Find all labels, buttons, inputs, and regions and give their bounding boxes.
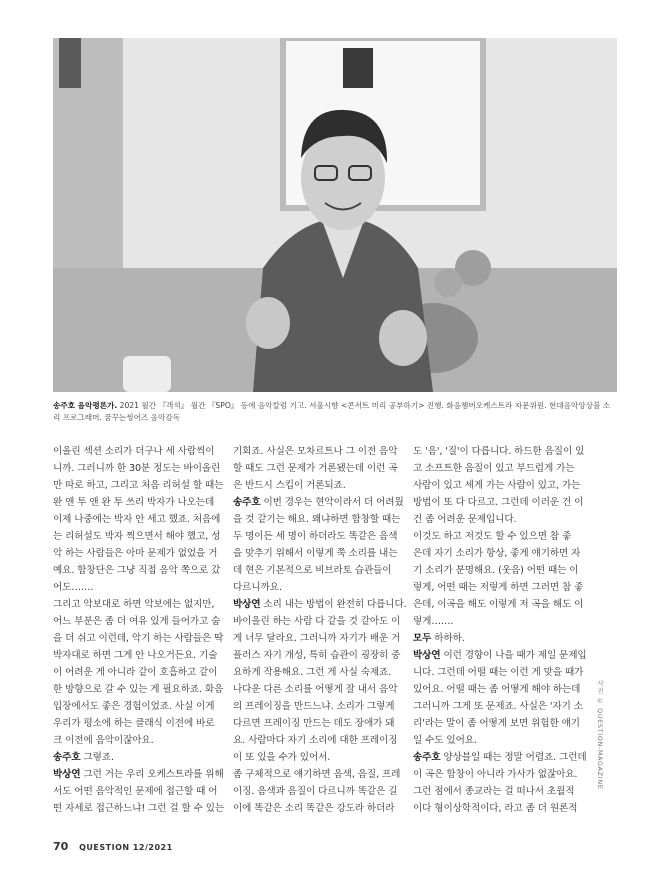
text-line (413, 766, 593, 783)
text-line (233, 545, 409, 562)
line-text: 그런 점에서 종교라는 걸 떠나서 초월적 (413, 786, 575, 797)
text-line (53, 477, 229, 494)
text-line (53, 562, 229, 579)
text-line (53, 494, 229, 511)
line-text: 기회죠. 사실은 모차르트나 그 이전 음악 (233, 446, 398, 457)
line-text: 이올린 섹션 소리가 더구나 세 사람씩이 (53, 446, 215, 457)
speaker-name: 송주호 (53, 752, 81, 763)
line-text: 데 현은 기본적으로 비브라토 습관들이 (233, 565, 392, 576)
line-text: 은 반드시 스킵이 거론되죠. (233, 480, 346, 491)
line-text: 양상블일 때는 정말 어렵죠. 그런데 (440, 752, 587, 763)
article-photo (53, 38, 617, 392)
line-text: 악 하는 사람들은 아마 문제가 없었을 거 (53, 548, 218, 559)
text-line (413, 664, 593, 681)
line-text: 을 더 쉬고 이런데, 악기 하는 사람들은 딱 (53, 633, 224, 644)
text-line (233, 630, 409, 647)
line-text: 만 따로 하고, 그리고 처음 리허설 할 때는 (53, 480, 224, 491)
text-line (53, 664, 229, 681)
text-line (53, 545, 229, 562)
text-line (413, 528, 593, 545)
line-text: 이다 형이상학적이다, 라고 좀 더 원론적 (413, 803, 578, 814)
text-line (233, 800, 409, 817)
text-line (413, 596, 593, 613)
line-text: 이 어려운 게 아니라 같이 호흡하고 같이 (53, 667, 218, 678)
text-line (233, 766, 409, 783)
text-line (413, 545, 593, 562)
line-text: 을 맞추기 위해서 이렇게 쭉 소리를 내는 (233, 548, 398, 559)
text-line (53, 681, 229, 698)
text-line (233, 613, 409, 630)
text-line (413, 681, 593, 698)
line-text: 렇게, 어떤 때는 저렇게 하면 그러면 참 좋 (413, 582, 584, 593)
line-text: 는 리허설도 박자 찍으면서 해야 했고, 성 (53, 531, 221, 542)
text-line (413, 783, 593, 800)
speaker-name: 모두 (413, 633, 432, 644)
line-text: 서도 어떤 음악적인 문제에 접근할 때 어 (53, 786, 218, 797)
line-text: 한 방향으로 갈 수 있는 게 필요하죠. 화음 (53, 684, 224, 695)
line-text: 바이올린 하는 사람 다 같을 것 같아도 이 (233, 616, 401, 627)
line-text: 이제 나중에는 박자 안 세고 했죠. 처음에 (53, 514, 221, 525)
text-line (233, 494, 409, 511)
line-text: 소리 내는 방법이 완전히 다릅니다. (260, 599, 407, 610)
line-text: 우리가 평소에 하는 클래식 이전에 바로 (53, 718, 215, 729)
speaker-name: 송주호 (413, 752, 441, 763)
text-line (53, 715, 229, 732)
text-line (53, 443, 229, 460)
line-text: 이 곡은 합창이 아니라 가사가 없잖아요. (413, 769, 578, 780)
text-line (233, 460, 409, 477)
line-text: 그러니까 그게 또 문제죠. 사실은 '자기 소 (413, 701, 583, 712)
text-line (413, 443, 593, 460)
line-text: 니까. 그러니까 한 30분 정도는 바이올린 (53, 463, 221, 474)
text-line (233, 596, 409, 613)
text-line (413, 494, 593, 511)
line-text: 은데, 이곡을 해도 이렇게 저 곡을 해도 이 (413, 599, 584, 610)
text-line (233, 511, 409, 528)
text-line (413, 749, 593, 766)
text-line (413, 562, 593, 579)
line-text: 을 것 같기는 해요. 왜냐하면 합창할 때는 (233, 514, 401, 525)
line-text: 일 수도 있어요. (413, 735, 477, 746)
text-line (53, 766, 229, 783)
line-text: 할 때도 그런 문제가 거론됐는데 이런 곡 (233, 463, 398, 474)
article-column-1 (53, 443, 229, 817)
text-line (53, 579, 229, 596)
line-text: 크 이전에 음악이잖아요. (53, 735, 154, 746)
line-text: 어느 부분은 좀 더 여유 있게 들어가고 숨 (53, 616, 221, 627)
line-text: 방법이 또 다 다르고. 그런데 이러운 건 이 (413, 497, 584, 508)
line-text: 입장에서도 좋은 경험이었죠. 사실 이게 (53, 701, 215, 712)
line-text: 그렇죠. (80, 752, 114, 763)
line-text: 요하게 작용해요. 그런 게 사실 숙제죠. (233, 667, 392, 678)
line-text: 기 소리가 분명해요. (웃음) 어떤 때는 이 (413, 565, 579, 576)
line-text: 플러스 자기 개성, 특히 습관이 굉장히 중 (233, 650, 401, 661)
magazine-issue: QUESTION 12/2021 (79, 843, 173, 852)
article-column-2 (233, 443, 409, 817)
line-text: 이번 경우는 현악이라서 더 어려웠 (260, 497, 404, 508)
text-line (413, 647, 593, 664)
line-text: 요. 사람마다 자기 소리에 대한 프레이징 (233, 735, 398, 746)
speaker-name: 박상연 (413, 650, 441, 661)
line-text: 다르니까요. (233, 582, 282, 593)
line-text: 이것도 하고 저것도 할 수 있으면 참 좋 (413, 531, 572, 542)
text-line (53, 749, 229, 766)
text-line (233, 664, 409, 681)
line-text: 사람이 있고 세게 가는 사람이 있고, 가는 (413, 480, 581, 491)
text-line (233, 732, 409, 749)
line-text: 의 프레이징을 만드느냐. 소리가 그렇게 (233, 701, 395, 712)
line-text: 도 '음', '질'이 다릅니다. 하드한 음질이 있 (413, 446, 585, 457)
line-text: 이런 경향이 나을 때가 제일 문제입 (440, 650, 587, 661)
line-text: 렇게……. (413, 616, 454, 627)
speaker-name: 박상연 (233, 599, 261, 610)
text-line (413, 511, 593, 528)
speaker-name: 박상연 (53, 769, 81, 780)
line-text: 두 명이든 세 명이 하더라도 똑같은 음색 (233, 531, 398, 542)
text-line (233, 783, 409, 800)
text-line (413, 630, 593, 647)
line-text: 하하하. (431, 633, 465, 644)
line-text: 나다운 다른 소리를 어떻게 잘 내서 음악 (233, 684, 398, 695)
line-text: 그런 거는 우리 오케스트라를 위해 (80, 769, 224, 780)
text-line (53, 732, 229, 749)
line-text: 좀 구체적으로 얘기하면 음색, 음질, 프레 (233, 769, 401, 780)
text-line (53, 613, 229, 630)
text-line (413, 579, 593, 596)
text-line (53, 528, 229, 545)
article-column-3 (413, 443, 593, 817)
text-line (53, 647, 229, 664)
portrait-illustration (53, 38, 617, 392)
caption-text: 2021 월간 『객석』 월간 『SPO』 등에 음악칼럼 기고. 서울시향 <콘서트 미리 공부하기> 진행. 화음챔버오케스트라 자문위원. 현대음악앙상블 소 (119, 401, 611, 410)
text-line (53, 511, 229, 528)
line-text: 이에 똑같은 소리 똑같은 강도라 하더라 (233, 803, 395, 814)
text-line (413, 613, 593, 630)
text-line (413, 715, 593, 732)
text-line (233, 698, 409, 715)
text-line (53, 460, 229, 477)
text-line (53, 800, 229, 817)
text-line (233, 562, 409, 579)
text-line (53, 630, 229, 647)
caption-line (53, 400, 617, 412)
line-text: 어도……. (53, 582, 94, 593)
line-text: 떤 자세로 접근하느냐! 그런 걸 할 수 있는 (53, 803, 225, 814)
text-line (413, 800, 593, 817)
text-line (413, 477, 593, 494)
line-text: 게 너무 달라요. 그러니까 자기가 배운 거 (233, 633, 401, 644)
line-text: 다르면 프레이징 만드는 데도 장애가 돼 (233, 718, 395, 729)
text-line (233, 443, 409, 460)
page-footer (53, 840, 173, 853)
text-line (413, 732, 593, 749)
line-text: 은데 자기 소리가 항상, 좋게 얘기하면 자 (413, 548, 581, 559)
text-line (233, 681, 409, 698)
text-line (233, 715, 409, 732)
line-text: 니다. 그런데 어떨 때는 이런 게 맞을 때가 (413, 667, 584, 678)
line-text: 건 좀 어려운 문제입니다. (413, 514, 517, 525)
text-line (233, 579, 409, 596)
line-text: 이 또 있을 수가 있어서. (233, 752, 331, 763)
line-text: 고 소프트한 음질이 있고 부드럽게 가는 (413, 463, 575, 474)
text-line (233, 477, 409, 494)
text-line (233, 647, 409, 664)
text-line (53, 698, 229, 715)
line-text: 있어요. 어떨 때는 좀 어떻게 해야 하는데 (413, 684, 581, 695)
photo-caption (53, 400, 617, 424)
photo-credit: 사진 © QUESTION-MAGAZINE (596, 680, 604, 790)
caption-line: 리 프로그래머. 꿈꾸는씽어즈 음악감독 (53, 413, 181, 422)
line-text: 그리고 악보대로 하면 악보에는 없지만, (53, 599, 215, 610)
text-line (413, 460, 593, 477)
text-line (233, 528, 409, 545)
text-line (233, 749, 409, 766)
page-number: 70 (53, 840, 69, 853)
text-line (53, 596, 229, 613)
speaker-name: 송주호 (233, 497, 261, 508)
text-line (53, 783, 229, 800)
text-line (413, 698, 593, 715)
caption-name: 송주호 음악평론가. (53, 401, 118, 410)
line-text: 예요. 합창단은 그냥 직접 음악 쪽으로 갔 (53, 565, 221, 576)
line-text: 박자대로 하면 그게 안 나오거든요. 기술 (53, 650, 218, 661)
line-text: 리'라는 말이 좀 어떻게 보면 위험한 얘기 (413, 718, 580, 729)
line-text: 이징. 음색과 음질이 다르니까 똑같은 길 (233, 786, 398, 797)
line-text: 완 앤 투 앤 완 투 쓰리 박자가 나오는데 (53, 497, 215, 508)
